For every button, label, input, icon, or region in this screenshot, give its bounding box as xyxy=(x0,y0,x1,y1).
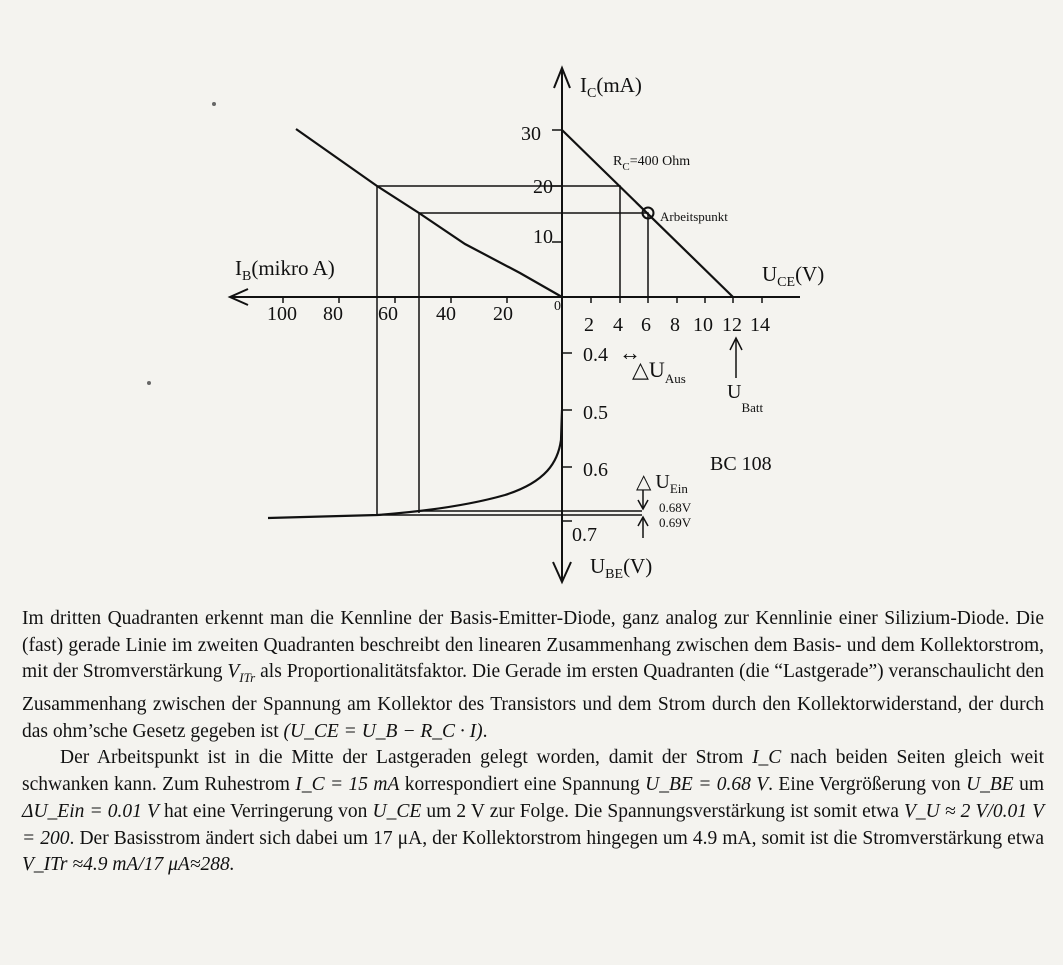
tick-label-c8: 8 xyxy=(670,314,680,336)
tick-label-20: 20 xyxy=(533,176,553,198)
tick-label-30: 30 xyxy=(521,123,541,145)
transistor-type-label: BC 108 xyxy=(710,453,772,475)
tick-label-c10: 10 xyxy=(693,314,713,336)
paragraph-1: Im dritten Quadranten erkennt man die Kennline der Basis-Emitter-Diode, ganz analog zur Kennlinie einer Silizium-Diode. Die (fast) gerade Linie im zweiten Quadranten beschreibt den linearen Zusammenhang zwischen dem Basis- und dem Kollektorstrom, mit der Stromverstärkung $V_{ITr}$ als Proportionalitätsfaktor. Die Gerade im ersten Quadranten (die “Lastgerade”) veranschaulicht den Zusammenhang zwischen der Spannung am Kollektor des Transistors und dem Strom durch den Kollektorwiderstand, der durch das ohm’sche Gesetz gegeben ist (U_CE = U_B − R_C · I). xyxy=(22,608,1044,742)
current-gain-symbol: $V_{ITr}$ xyxy=(227,661,256,686)
scan-speck xyxy=(212,102,216,106)
tick-label-ib80: 80 xyxy=(323,303,343,325)
ic-axis-label: $I_C(mA)$ xyxy=(580,73,642,101)
ib-axis-label: $I_B(mikro$ A) xyxy=(235,256,335,284)
rc-label: $R_C=400$ Ohm xyxy=(613,154,691,173)
operating-point-label: Arbeitspunkt xyxy=(660,209,728,224)
paragraph-2: Der Arbeitspunkt ist in die Mitte der Lastgeraden gelegt worden, damit der Strom I_C nach beiden Seiten gleich weit schwanken kann. Zum Ruhestrom I_C = 15 mA korrespondiert eine Spannung U_BE = 0.68 V. Eine Vergrößerung von U_BE um ΔU_Ein = 0.01 V hat eine Verringerung von U_CE um 2 V zur Folge. Die Spannungsverstärkung ist somit etwa V_U ≈ 2 V/0.01 V = 200. Der Basisstrom ändert sich dabei um 17 μA, der Kollektorstrom hingegen um 4.9 mA, somit ist die Stromverstärkung etwa V_ITr ≈4.9 mA/17 μA≈288. xyxy=(22,747,1045,876)
scan-speck xyxy=(147,381,151,385)
uce-axis-label: $U_{CE}(V)$ xyxy=(762,262,825,290)
diode-curve xyxy=(268,410,562,518)
delta-u-ein-label: △ $U_{Ein}$ xyxy=(636,471,688,496)
tick-label-v07: 0.7 xyxy=(572,524,597,546)
tick-label-c6: 6 xyxy=(641,314,651,336)
tick-label-c4: 4 xyxy=(613,314,623,336)
ube-axis-label: $U_{BE}(V)$ xyxy=(590,554,653,582)
tick-label-c2: 2 xyxy=(584,314,594,336)
tick-label-10: 10 xyxy=(533,226,553,248)
tick-label-v04: 0.4 xyxy=(583,344,608,366)
projection-15mA xyxy=(419,213,648,513)
tick-label-c14: 14 xyxy=(750,314,770,336)
tick-label-c12: 12 xyxy=(722,314,742,336)
tick-label-v05: 0.5 xyxy=(583,402,608,424)
delta-u-aus-label: $\triangle U_{Aus}$ xyxy=(632,357,686,386)
tick-label-ib100: 100 xyxy=(267,303,297,325)
tick-label-zero: 0 xyxy=(554,299,561,314)
tick-label-ib20: 20 xyxy=(493,303,513,325)
explanation-text xyxy=(22,606,1044,879)
u-batt-label: $U_{Batt}$ xyxy=(727,381,764,415)
delta-u-aus-arrow: ↔ xyxy=(619,340,641,365)
tick-label-v06: 0.6 xyxy=(583,459,608,481)
tick-label-ib40: 40 xyxy=(436,303,456,325)
tick-label-ib60: 60 xyxy=(378,303,398,325)
voltage-label-068: 0.68V xyxy=(659,500,692,515)
voltage-label-069: 0.69V xyxy=(659,515,692,530)
